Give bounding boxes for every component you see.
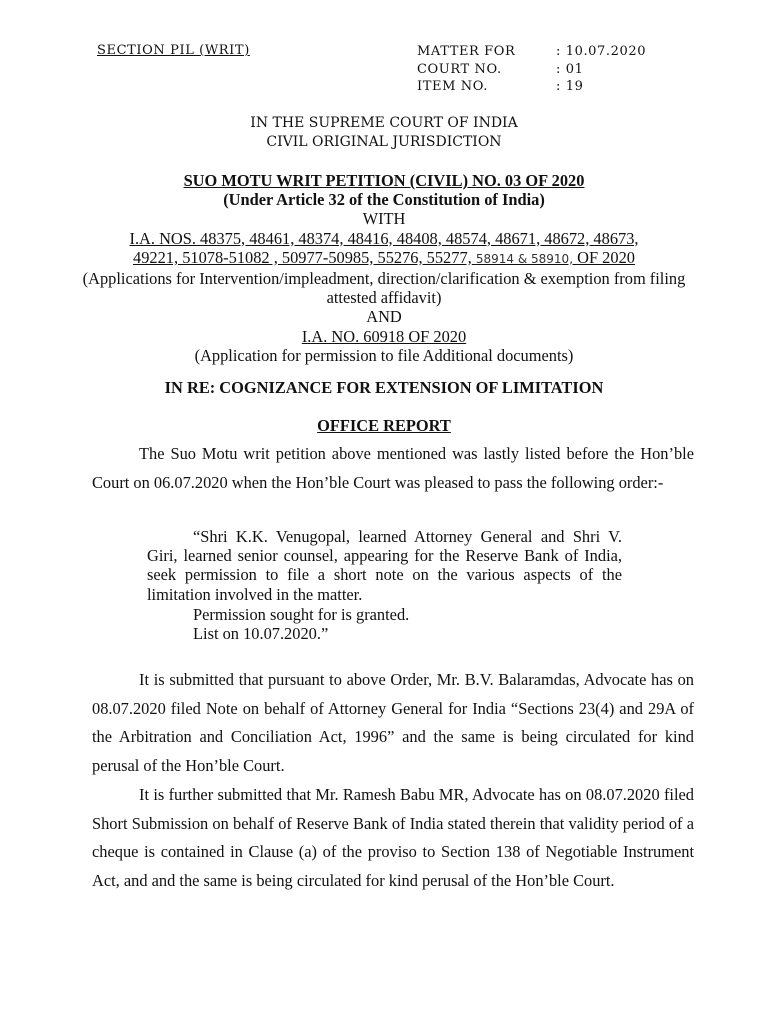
order-quote: “Shri K.K. Venugopal, learned Attorney General and Shri V. Giri, learned senior counsel, appearing for the Reserve Bank of India, seek permission to file a short note on the various aspects of the limitation involved in the matter. — [147, 527, 622, 604]
ia-numbers-main: 49221, 51078-51082 , 50977-50985, 55276, 55277, — [133, 247, 472, 267]
ia-description: (Applications for Intervention/impleadment, direction/clarification & exemption from filing attested affidavit) — [82, 269, 686, 308]
court-no-row — [417, 61, 646, 79]
matter-for-label: MATTER FOR — [417, 44, 516, 59]
paragraph-1: The Suo Motu writ petition above mentioned was lastly listed before the Hon’ble Court on 06.07.2020 when the Hon’ble Court was pleased to pass the following order:- — [92, 444, 694, 492]
court-heading — [0, 114, 768, 152]
petition-subtitle: (Under Article 32 of the Constitution of India) — [223, 190, 545, 210]
matter-details — [417, 43, 646, 96]
ia-numbers-line-2 — [60, 248, 708, 269]
ia-additional: I.A. NO. 60918 OF 2020 — [301, 326, 467, 346]
item-no-label: ITEM NO. — [417, 79, 488, 94]
court-no-value: : 01 — [556, 61, 584, 77]
order-quote-line-2: Permission sought for is granted. — [193, 605, 410, 624]
with-label: WITH — [362, 209, 406, 229]
item-no-row — [417, 78, 646, 96]
matter-for-row — [417, 43, 646, 61]
matter-for-value: : 10.07.2020 — [556, 44, 647, 59]
court-no-label: COURT NO. — [417, 61, 502, 77]
section-label: SECTION PIL (WRIT) — [97, 43, 250, 58]
jurisdiction: CIVIL ORIGINAL JURISDICTION — [266, 134, 502, 150]
order-quote-line-3: List on 10.07.2020.” — [193, 624, 329, 643]
paragraph-2: It is submitted that pursuant to above Order, Mr. B.V. Balaramdas, Advocate has on 08.07.2020 filed Note on behalf of Attorney General for India “Sections 23(4) and 29A of the Arbitration and Conciliation Act, 1996” and the same is being circulated for kind perusal of the Hon’ble Court. — [92, 670, 694, 776]
ia-additional-description: (Application for permission to file Additional documents) — [194, 345, 574, 365]
ia-numbers-small: 58914 & 58910, — [475, 251, 574, 266]
in-re-heading: IN RE: COGNIZANCE FOR EXTENSION OF LIMITATION — [164, 378, 604, 397]
ia-numbers-year: OF 2020 — [577, 247, 635, 267]
ia-numbers-line-1: I.A. NOS. 48375, 48461, 48374, 48416, 48408, 48574, 48671, 48672, 48673, — [129, 228, 639, 248]
and-label: AND — [366, 307, 402, 327]
paragraph-3: It is further submitted that Mr. Ramesh Babu MR, Advocate has on 08.07.2020 filed Short Submission on behalf of Reserve Bank of India stated therein that validity period of a cheque is contained in Clause (a) of the proviso to Section 138 of Negotiable Instrument Act, and and the same is being circulated for kind perusal of the Hon’ble Court. — [92, 785, 694, 891]
petition-heading — [60, 171, 708, 365]
court-name: IN THE SUPREME COURT OF INDIA — [250, 115, 518, 131]
office-report-heading: OFFICE REPORT — [317, 416, 451, 435]
item-no-value: : 19 — [556, 79, 584, 94]
petition-title: SUO MOTU WRIT PETITION (CIVIL) NO. 03 OF 2020 — [183, 171, 585, 190]
